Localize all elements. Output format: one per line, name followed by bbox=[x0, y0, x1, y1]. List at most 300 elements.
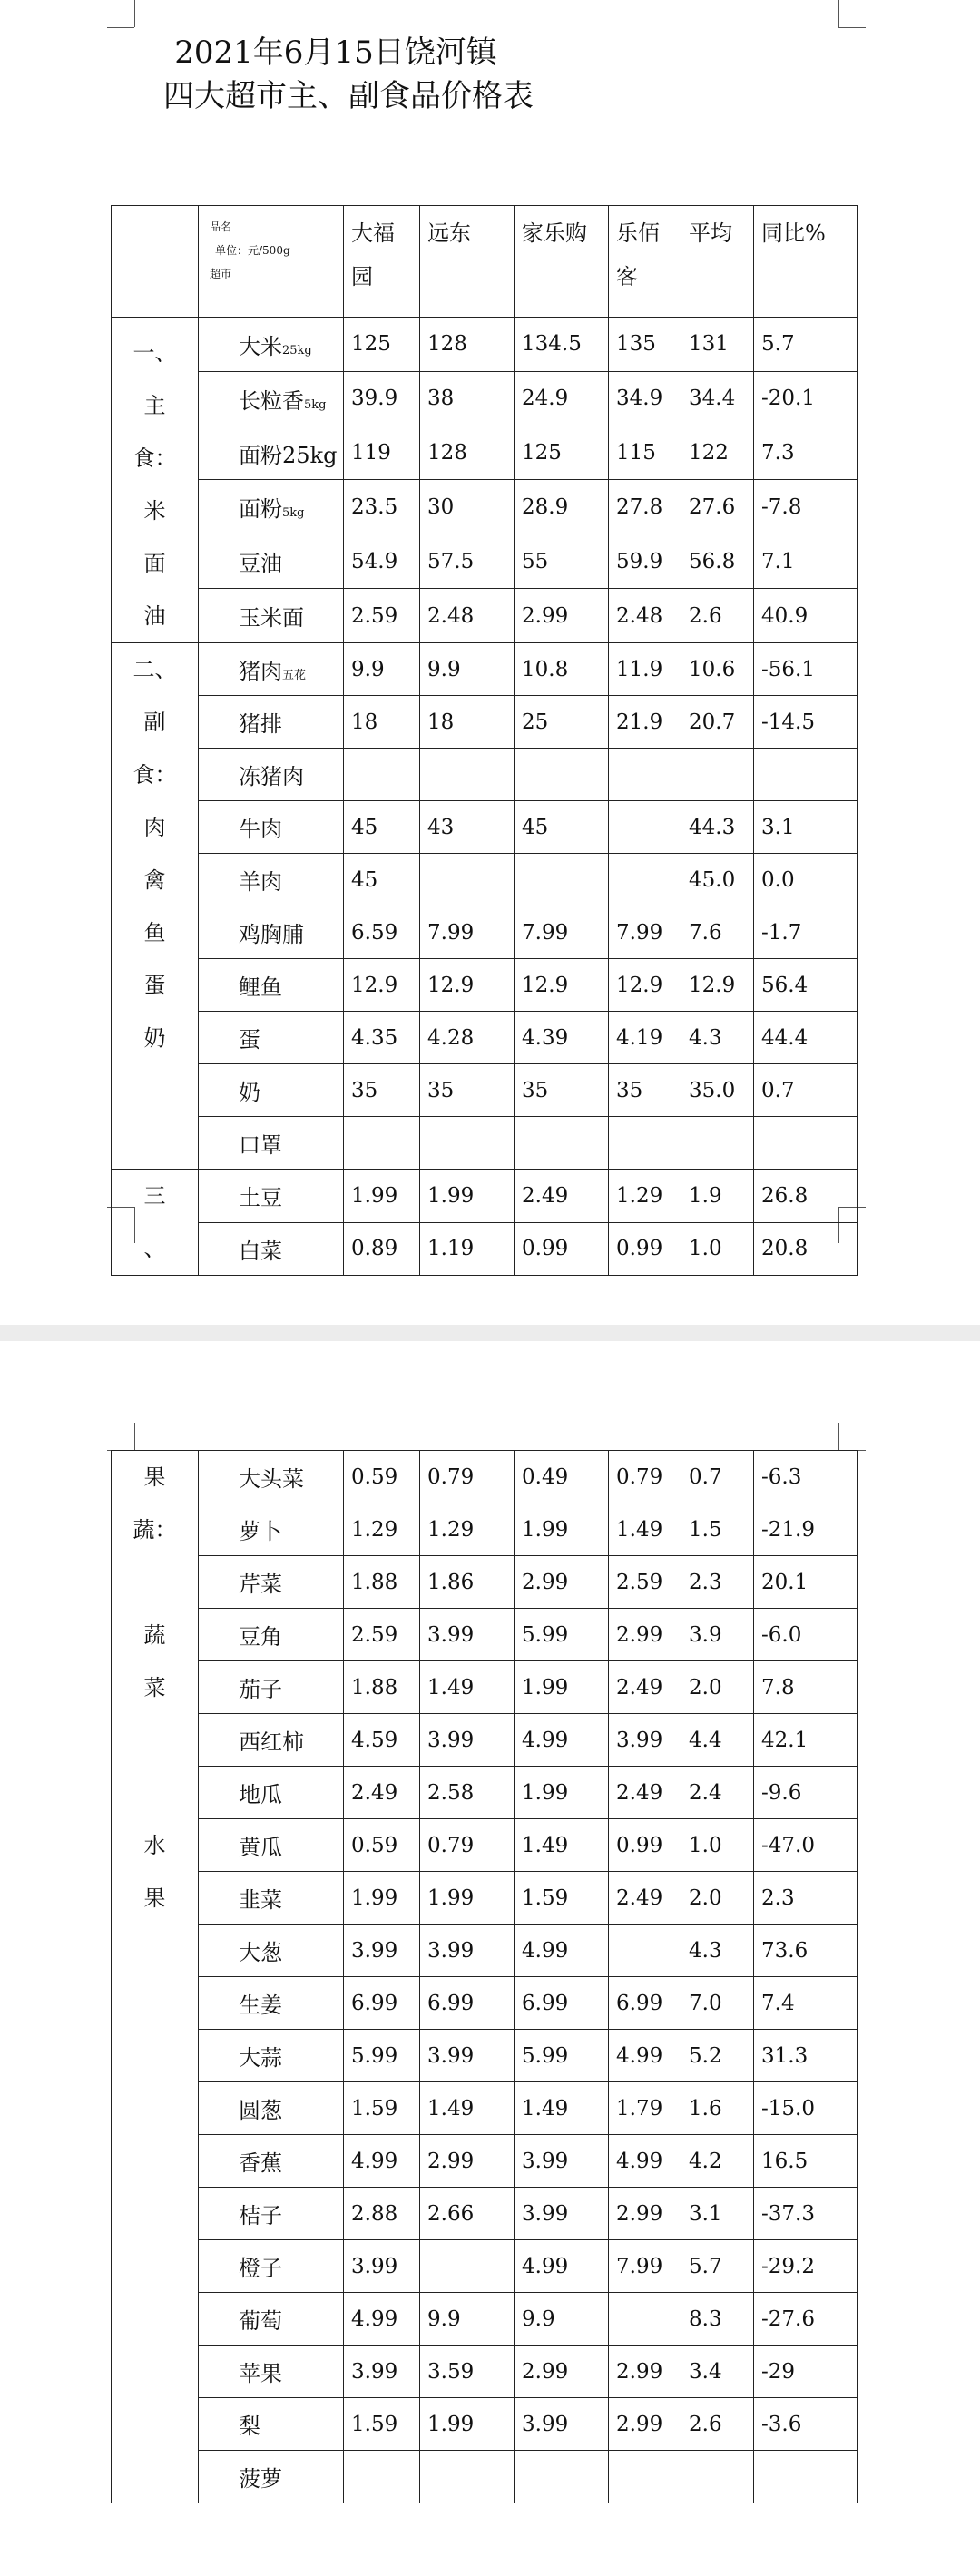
price-cell-store-1: 4.99 bbox=[344, 2293, 420, 2346]
price-cell-store-2: 1.99 bbox=[420, 1170, 514, 1223]
item-name: 葡萄 bbox=[239, 2308, 282, 2334]
price-cell-store-3: 3.99 bbox=[514, 2135, 609, 2188]
table-row bbox=[112, 1222, 858, 1276]
table-row bbox=[112, 426, 858, 480]
item-name: 大米 bbox=[239, 333, 282, 359]
price-cell-store-2: 1.49 bbox=[420, 1661, 514, 1714]
price-cell-store-1: 2.49 bbox=[344, 1767, 420, 1819]
yoy-change-cell: -47.0 bbox=[754, 1819, 858, 1872]
item-name: 梨 bbox=[239, 2414, 260, 2439]
header-text: 平均 bbox=[689, 220, 732, 246]
table-row bbox=[112, 1556, 858, 1609]
item-name-cell bbox=[199, 1925, 344, 1977]
table-row bbox=[112, 959, 858, 1012]
price-cell-store-1 bbox=[344, 2451, 420, 2503]
average-price-cell: 4.2 bbox=[681, 2135, 754, 2188]
table-row bbox=[112, 2346, 858, 2398]
item-name-cell bbox=[199, 643, 344, 696]
crop-mark bbox=[107, 27, 134, 28]
item-spec: 5kg bbox=[304, 397, 327, 412]
yoy-change-cell: 16.5 bbox=[754, 2135, 858, 2188]
price-cell-store-4: 2.99 bbox=[609, 2346, 681, 2398]
item-name: 茄子 bbox=[239, 1677, 282, 1702]
table-row bbox=[112, 1503, 858, 1556]
price-cell-store-1: 2.59 bbox=[344, 589, 420, 643]
table-row bbox=[112, 318, 858, 372]
item-name: 牛肉 bbox=[239, 817, 282, 842]
category-label bbox=[112, 643, 198, 1064]
header-store-2 bbox=[420, 206, 514, 318]
price-cell-store-3: 25 bbox=[514, 696, 609, 749]
item-spec: 25kg bbox=[282, 343, 312, 358]
price-cell-store-2: 1.19 bbox=[420, 1222, 514, 1276]
category-text bbox=[112, 1556, 198, 1609]
price-cell-store-3: 24.9 bbox=[514, 371, 609, 426]
category-text: 蔬 bbox=[143, 1622, 166, 1648]
price-cell-store-2: 3.99 bbox=[420, 1714, 514, 1767]
price-cell-store-4: 6.99 bbox=[609, 1977, 681, 2030]
item-name-cell bbox=[199, 2030, 344, 2082]
category-cell bbox=[112, 318, 199, 643]
price-cell-store-2: 0.79 bbox=[420, 1451, 514, 1503]
price-cell-store-3: 0.49 bbox=[514, 1451, 609, 1503]
price-cell-store-1: 6.99 bbox=[344, 1977, 420, 2030]
yoy-change-cell: 7.4 bbox=[754, 1977, 858, 2030]
price-cell-store-4: 2.48 bbox=[609, 589, 681, 643]
price-cell-store-1: 0.89 bbox=[344, 1222, 420, 1276]
price-cell-store-4: 35 bbox=[609, 1064, 681, 1117]
item-name: 地瓜 bbox=[239, 1782, 282, 1807]
price-cell-store-2 bbox=[420, 854, 514, 906]
category-text: 肉 bbox=[143, 815, 166, 840]
category-text: 食： bbox=[132, 446, 177, 471]
yoy-change-cell: -27.6 bbox=[754, 2293, 858, 2346]
price-cell-store-3: 12.9 bbox=[514, 959, 609, 1012]
item-name-cell bbox=[199, 1012, 344, 1064]
price-cell-store-1: 3.99 bbox=[344, 2240, 420, 2293]
item-name: 黄瓜 bbox=[239, 1835, 282, 1860]
price-cell-store-2: 3.99 bbox=[420, 1609, 514, 1661]
average-price-cell: 2.0 bbox=[681, 1872, 754, 1925]
table-body-part-1 bbox=[112, 318, 858, 1276]
corner-unit-label: 单位：元/500g bbox=[215, 244, 290, 257]
price-cell-store-4: 3.99 bbox=[609, 1714, 681, 1767]
price-cell-store-1: 125 bbox=[344, 318, 420, 372]
price-cell-store-4 bbox=[609, 1925, 681, 1977]
average-price-cell: 20.7 bbox=[681, 696, 754, 749]
average-price-cell: 0.7 bbox=[681, 1451, 754, 1503]
price-cell-store-4 bbox=[609, 854, 681, 906]
average-price-cell: 1.0 bbox=[681, 1222, 754, 1276]
price-cell-store-3: 7.99 bbox=[514, 906, 609, 959]
price-cell-store-2: 6.99 bbox=[420, 1977, 514, 2030]
item-name-cell bbox=[199, 1661, 344, 1714]
price-cell-store-4: 11.9 bbox=[609, 643, 681, 696]
price-cell-store-2: 57.5 bbox=[420, 534, 514, 589]
price-cell-store-4: 2.99 bbox=[609, 2398, 681, 2451]
item-name-cell bbox=[199, 1819, 344, 1872]
category-text: 食： bbox=[132, 762, 177, 788]
category-text: 一、 bbox=[132, 340, 177, 366]
item-name: 口罩 bbox=[239, 1132, 282, 1158]
average-price-cell: 27.6 bbox=[681, 480, 754, 534]
price-cell-store-3 bbox=[514, 854, 609, 906]
yoy-change-cell: -6.3 bbox=[754, 1451, 858, 1503]
item-name: 苹果 bbox=[239, 2361, 282, 2386]
price-cell-store-1: 4.35 bbox=[344, 1012, 420, 1064]
price-cell-store-4: 21.9 bbox=[609, 696, 681, 749]
table-row bbox=[112, 2240, 858, 2293]
table-row bbox=[112, 696, 858, 749]
yoy-change-cell bbox=[754, 2451, 858, 2503]
item-name-cell bbox=[199, 801, 344, 854]
table-header-row bbox=[112, 206, 858, 318]
crop-mark bbox=[838, 0, 839, 27]
price-cell-store-1: 9.9 bbox=[344, 643, 420, 696]
category-label bbox=[112, 1451, 198, 1925]
item-name-cell bbox=[199, 696, 344, 749]
price-cell-store-1: 23.5 bbox=[344, 480, 420, 534]
average-price-cell: 8.3 bbox=[681, 2293, 754, 2346]
header-text: 园 bbox=[351, 264, 373, 289]
item-name-cell bbox=[199, 2240, 344, 2293]
price-cell-store-2 bbox=[420, 1117, 514, 1170]
category-text bbox=[112, 1767, 198, 1819]
category-label bbox=[112, 318, 198, 642]
price-cell-store-4: 2.49 bbox=[609, 1661, 681, 1714]
price-cell-store-4: 2.49 bbox=[609, 1767, 681, 1819]
crop-mark bbox=[134, 1423, 135, 1450]
price-cell-store-2: 18 bbox=[420, 696, 514, 749]
item-name: 面粉 bbox=[239, 496, 282, 523]
item-name-cell bbox=[199, 1609, 344, 1661]
price-cell-store-1: 18 bbox=[344, 696, 420, 749]
price-cell-store-3: 2.99 bbox=[514, 2346, 609, 2398]
item-name-cell bbox=[199, 2135, 344, 2188]
yoy-change-cell: 44.4 bbox=[754, 1012, 858, 1064]
item-name-cell bbox=[199, 1503, 344, 1556]
yoy-change-cell: 20.8 bbox=[754, 1222, 858, 1276]
table-row bbox=[112, 2398, 858, 2451]
price-cell-store-1: 45 bbox=[344, 854, 420, 906]
price-cell-store-2: 38 bbox=[420, 371, 514, 426]
table-row bbox=[112, 480, 858, 534]
average-price-cell: 131 bbox=[681, 318, 754, 372]
average-price-cell: 1.6 bbox=[681, 2082, 754, 2135]
item-name: 玉米面 bbox=[239, 605, 304, 632]
item-name-cell bbox=[199, 959, 344, 1012]
average-price-cell: 4.3 bbox=[681, 1925, 754, 1977]
category-cell bbox=[112, 1451, 199, 2503]
category-text: 果 bbox=[143, 1885, 166, 1911]
header-text: 乐佰 bbox=[616, 220, 660, 246]
item-name-cell bbox=[199, 1117, 344, 1170]
price-cell-store-3: 4.99 bbox=[514, 1925, 609, 1977]
table-row bbox=[112, 2293, 858, 2346]
price-cell-store-3: 2.49 bbox=[514, 1170, 609, 1223]
price-cell-store-4 bbox=[609, 749, 681, 801]
category-text: 、 bbox=[143, 1236, 166, 1261]
table-row bbox=[112, 2135, 858, 2188]
price-cell-store-2: 2.99 bbox=[420, 2135, 514, 2188]
table-body-part-2 bbox=[112, 1451, 858, 2503]
table-row bbox=[112, 1609, 858, 1661]
item-name: 大蒜 bbox=[239, 2045, 282, 2071]
average-price-cell: 34.4 bbox=[681, 371, 754, 426]
price-cell-store-3: 3.99 bbox=[514, 2188, 609, 2240]
corner-item-label: 品名 bbox=[210, 220, 232, 233]
price-cell-store-3: 5.99 bbox=[514, 1609, 609, 1661]
price-table-part-1 bbox=[111, 205, 858, 1276]
price-cell-store-2: 128 bbox=[420, 318, 514, 372]
yoy-change-cell: 7.1 bbox=[754, 534, 858, 589]
yoy-change-cell: -14.5 bbox=[754, 696, 858, 749]
price-cell-store-1: 4.59 bbox=[344, 1714, 420, 1767]
item-name: 奶 bbox=[239, 1080, 260, 1105]
crop-mark bbox=[838, 27, 866, 28]
header-blank-cell bbox=[112, 206, 199, 318]
item-name: 羊肉 bbox=[239, 869, 282, 895]
category-text: 禽 bbox=[143, 867, 166, 893]
price-cell-store-1: 1.59 bbox=[344, 2082, 420, 2135]
item-name-cell bbox=[199, 318, 344, 372]
price-cell-store-1: 1.99 bbox=[344, 1170, 420, 1223]
price-cell-store-3: 28.9 bbox=[514, 480, 609, 534]
price-cell-store-1: 0.59 bbox=[344, 1451, 420, 1503]
item-name: 白菜 bbox=[239, 1238, 282, 1264]
item-name-cell bbox=[199, 426, 344, 480]
price-cell-store-1: 2.88 bbox=[344, 2188, 420, 2240]
table-row bbox=[112, 1661, 858, 1714]
price-cell-store-2: 128 bbox=[420, 426, 514, 480]
price-cell-store-2: 1.99 bbox=[420, 1872, 514, 1925]
price-cell-store-1 bbox=[344, 1117, 420, 1170]
category-text: 二、 bbox=[132, 657, 177, 682]
price-cell-store-4: 0.79 bbox=[609, 1451, 681, 1503]
yoy-change-cell: -9.6 bbox=[754, 1767, 858, 1819]
category-text: 主 bbox=[143, 393, 166, 418]
table-row bbox=[112, 2030, 858, 2082]
average-price-cell: 2.3 bbox=[681, 1556, 754, 1609]
item-name-cell bbox=[199, 2451, 344, 2503]
item-name-cell bbox=[199, 589, 344, 643]
price-cell-store-4: 115 bbox=[609, 426, 681, 480]
yoy-change-cell: 0.7 bbox=[754, 1064, 858, 1117]
item-name: 芹菜 bbox=[239, 1572, 282, 1597]
category-text: 鱼 bbox=[143, 920, 166, 945]
item-name-cell bbox=[199, 2293, 344, 2346]
price-cell-store-3: 1.99 bbox=[514, 1661, 609, 1714]
price-cell-store-3: 3.99 bbox=[514, 2398, 609, 2451]
yoy-change-cell: 40.9 bbox=[754, 589, 858, 643]
average-price-cell: 12.9 bbox=[681, 959, 754, 1012]
table-row bbox=[112, 906, 858, 959]
document-title-date: 2021年6月15日饶河镇 bbox=[174, 34, 497, 71]
yoy-change-cell: -1.7 bbox=[754, 906, 858, 959]
crop-mark bbox=[134, 0, 135, 27]
price-cell-store-4: 2.99 bbox=[609, 2188, 681, 2240]
item-name-cell bbox=[199, 1222, 344, 1276]
item-name-cell bbox=[199, 906, 344, 959]
item-name: 面粉25kg bbox=[239, 442, 338, 468]
price-cell-store-4: 4.19 bbox=[609, 1012, 681, 1064]
price-cell-store-3: 1.49 bbox=[514, 2082, 609, 2135]
price-cell-store-2: 1.49 bbox=[420, 2082, 514, 2135]
price-cell-store-1: 1.59 bbox=[344, 2398, 420, 2451]
yoy-change-cell: -6.0 bbox=[754, 1609, 858, 1661]
table-row bbox=[112, 2451, 858, 2503]
price-cell-store-1: 45 bbox=[344, 801, 420, 854]
average-price-cell: 2.0 bbox=[681, 1661, 754, 1714]
item-name: 猪肉 bbox=[239, 659, 282, 684]
header-store-4 bbox=[609, 206, 681, 318]
yoy-change-cell: 7.8 bbox=[754, 1661, 858, 1714]
average-price-cell: 1.9 bbox=[681, 1170, 754, 1223]
table-row bbox=[112, 643, 858, 696]
price-cell-store-3: 1.99 bbox=[514, 1503, 609, 1556]
item-name: 香蕉 bbox=[239, 2150, 282, 2176]
price-cell-store-1: 1.88 bbox=[344, 1661, 420, 1714]
document-page-2 bbox=[0, 1341, 980, 2576]
price-cell-store-1: 0.59 bbox=[344, 1819, 420, 1872]
category-text bbox=[112, 1714, 198, 1767]
yoy-change-cell: 0.0 bbox=[754, 854, 858, 906]
price-cell-store-4 bbox=[609, 2451, 681, 2503]
category-cell bbox=[112, 1170, 199, 1276]
item-name: 鲤鱼 bbox=[239, 975, 282, 1000]
header-average bbox=[681, 206, 754, 318]
item-name: 冻猪肉 bbox=[239, 764, 304, 789]
header-text: 远东 bbox=[427, 220, 471, 246]
table-row bbox=[112, 1451, 858, 1503]
item-name-cell bbox=[199, 1170, 344, 1223]
item-name-cell bbox=[199, 1556, 344, 1609]
price-cell-store-3: 6.99 bbox=[514, 1977, 609, 2030]
average-price-cell: 2.6 bbox=[681, 2398, 754, 2451]
document-title: 四大超市主、副食品价格表 bbox=[163, 78, 534, 114]
category-text: 蔬： bbox=[132, 1517, 177, 1543]
yoy-change-cell bbox=[754, 749, 858, 801]
price-cell-store-4 bbox=[609, 1117, 681, 1170]
item-name: 萝卜 bbox=[239, 1519, 282, 1544]
price-cell-store-2: 30 bbox=[420, 480, 514, 534]
price-cell-store-3: 55 bbox=[514, 534, 609, 589]
yoy-change-cell: -7.8 bbox=[754, 480, 858, 534]
average-price-cell: 7.6 bbox=[681, 906, 754, 959]
category-text: 菜 bbox=[143, 1675, 166, 1700]
price-cell-store-3: 134.5 bbox=[514, 318, 609, 372]
price-cell-store-3: 45 bbox=[514, 801, 609, 854]
yoy-change-cell: -21.9 bbox=[754, 1503, 858, 1556]
price-cell-store-4: 4.99 bbox=[609, 2135, 681, 2188]
table-row bbox=[112, 801, 858, 854]
table-row bbox=[112, 2082, 858, 2135]
price-cell-store-3: 1.49 bbox=[514, 1819, 609, 1872]
item-name: 蛋 bbox=[239, 1027, 260, 1053]
item-name-cell bbox=[199, 534, 344, 589]
item-name-cell bbox=[199, 854, 344, 906]
average-price-cell bbox=[681, 2451, 754, 2503]
item-name: 西红柿 bbox=[239, 1729, 304, 1755]
price-cell-store-2: 2.48 bbox=[420, 589, 514, 643]
header-text: 家乐购 bbox=[522, 220, 587, 246]
average-price-cell: 1.0 bbox=[681, 1819, 754, 1872]
category-text: 水 bbox=[143, 1833, 166, 1858]
category-text: 面 bbox=[143, 551, 166, 576]
item-name: 鸡胸脯 bbox=[239, 922, 304, 947]
average-price-cell bbox=[681, 1117, 754, 1170]
table-row bbox=[112, 2188, 858, 2240]
item-name-cell bbox=[199, 2346, 344, 2398]
header-store-3 bbox=[514, 206, 609, 318]
average-price-cell: 56.8 bbox=[681, 534, 754, 589]
item-name: 长粒香 bbox=[239, 387, 304, 414]
header-store-1 bbox=[344, 206, 420, 318]
header-yoy bbox=[754, 206, 858, 318]
price-cell-store-1: 3.99 bbox=[344, 2346, 420, 2398]
table-row bbox=[112, 1767, 858, 1819]
price-cell-store-1: 1.99 bbox=[344, 1872, 420, 1925]
category-text: 蛋 bbox=[143, 973, 166, 998]
category-text: 奶 bbox=[143, 1025, 166, 1051]
item-name: 橙子 bbox=[239, 2256, 282, 2281]
price-cell-store-2 bbox=[420, 749, 514, 801]
price-cell-store-2: 9.9 bbox=[420, 643, 514, 696]
item-name-cell bbox=[199, 2082, 344, 2135]
average-price-cell: 44.3 bbox=[681, 801, 754, 854]
table-row bbox=[112, 1819, 858, 1872]
category-cell bbox=[112, 643, 199, 1170]
item-name: 生姜 bbox=[239, 1993, 282, 2018]
item-name-cell bbox=[199, 1451, 344, 1503]
yoy-change-cell: 2.3 bbox=[754, 1872, 858, 1925]
yoy-change-cell: -15.0 bbox=[754, 2082, 858, 2135]
item-name-cell bbox=[199, 1977, 344, 2030]
price-cell-store-3: 1.99 bbox=[514, 1767, 609, 1819]
price-cell-store-4: 2.59 bbox=[609, 1556, 681, 1609]
category-text: 米 bbox=[143, 498, 166, 524]
price-cell-store-4: 12.9 bbox=[609, 959, 681, 1012]
price-table-part-2 bbox=[111, 1450, 858, 2503]
price-cell-store-2: 3.99 bbox=[420, 1925, 514, 1977]
item-spec: 五花 bbox=[282, 669, 307, 682]
corner-store-label: 超市 bbox=[210, 268, 232, 280]
price-cell-store-2: 0.79 bbox=[420, 1819, 514, 1872]
yoy-change-cell: -37.3 bbox=[754, 2188, 858, 2240]
price-cell-store-1 bbox=[344, 749, 420, 801]
price-cell-store-2: 9.9 bbox=[420, 2293, 514, 2346]
average-price-cell: 2.6 bbox=[681, 589, 754, 643]
table-row bbox=[112, 1872, 858, 1925]
table-row bbox=[112, 589, 858, 643]
item-name: 韭菜 bbox=[239, 1887, 282, 1913]
price-cell-store-4: 1.29 bbox=[609, 1170, 681, 1223]
price-cell-store-3: 1.59 bbox=[514, 1872, 609, 1925]
price-cell-store-2 bbox=[420, 2451, 514, 2503]
yoy-change-cell: 7.3 bbox=[754, 426, 858, 480]
average-price-cell: 4.4 bbox=[681, 1714, 754, 1767]
price-cell-store-4: 1.79 bbox=[609, 2082, 681, 2135]
table-row bbox=[112, 534, 858, 589]
price-cell-store-3: 2.99 bbox=[514, 1556, 609, 1609]
average-price-cell: 7.0 bbox=[681, 1977, 754, 2030]
yoy-change-cell: -56.1 bbox=[754, 643, 858, 696]
header-text: 客 bbox=[616, 264, 638, 289]
price-cell-store-4: 34.9 bbox=[609, 371, 681, 426]
price-cell-store-3: 10.8 bbox=[514, 643, 609, 696]
item-name: 大葱 bbox=[239, 1940, 282, 1965]
price-cell-store-2 bbox=[420, 2240, 514, 2293]
